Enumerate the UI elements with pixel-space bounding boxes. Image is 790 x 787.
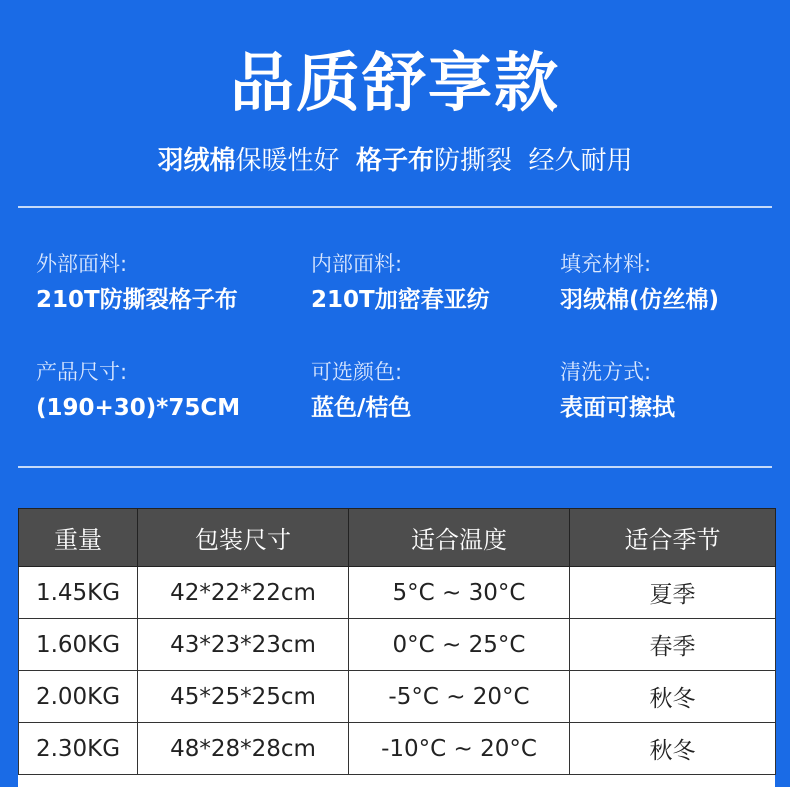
subtitle-part: 保暖性好 [235, 146, 356, 176]
spec-value: (190+30)*75CM [36, 395, 241, 422]
subtitle-part: 防撕裂 经久耐用 [434, 146, 633, 176]
column-header-package-size: 包装尺寸 [138, 509, 349, 567]
spec-table-container [18, 508, 775, 787]
column-header-season: 适合季节 [570, 509, 776, 567]
table-cell: 秋冬 [570, 671, 776, 723]
table-cell: 1.45KG [19, 567, 138, 619]
table-cell: 5°C ~ 30°C [349, 567, 570, 619]
subtitle-part: 羽绒棉 [157, 146, 236, 176]
table-cell: 秋冬 [570, 723, 776, 775]
table-cell: 2.30KG [19, 723, 138, 775]
table-cell: 春季 [570, 619, 776, 671]
table-cell: -10°C ~ 20°C [349, 723, 570, 775]
spec-label: 内部面料: [311, 252, 403, 276]
column-header-weight: 重量 [19, 509, 138, 567]
subtitle [0, 146, 790, 177]
spec-value: 210T加密春亚纺 [311, 287, 490, 314]
table-cell: 0°C ~ 25°C [349, 619, 570, 671]
table-cell: 45*25*25cm [138, 671, 349, 723]
spec-outer-fabric [36, 252, 238, 315]
table-cell: 42*22*22cm [138, 567, 349, 619]
spec-washing [560, 360, 675, 423]
spec-table [18, 508, 776, 775]
spec-label: 可选颜色: [311, 360, 403, 384]
table-cell: 48*28*28cm [138, 723, 349, 775]
table-cell: 夏季 [570, 567, 776, 619]
divider [18, 206, 772, 208]
subtitle-part: 格子布 [356, 146, 435, 176]
table-row [19, 671, 776, 723]
spec-label: 产品尺寸: [36, 360, 128, 384]
table-header-row [19, 509, 776, 567]
spec-value: 表面可擦拭 [560, 395, 675, 422]
spec-label: 填充材料: [560, 252, 652, 276]
spec-value: 210T防撕裂格子布 [36, 287, 238, 314]
spec-inner-fabric [311, 252, 490, 315]
spec-size [36, 360, 240, 423]
table-row [19, 723, 776, 775]
spec-value: 羽绒棉(仿丝棉) [560, 287, 720, 314]
spec-filling [560, 252, 719, 315]
table-cell: 1.60KG [19, 619, 138, 671]
table-row [19, 567, 776, 619]
page-title: 品质舒享款 [230, 47, 560, 121]
spec-colors [311, 360, 411, 423]
table-row [19, 619, 776, 671]
column-header-temperature: 适合温度 [349, 509, 570, 567]
spec-label: 外部面料: [36, 252, 128, 276]
divider [18, 466, 772, 468]
table-cell: 2.00KG [19, 671, 138, 723]
table-cell: 43*23*23cm [138, 619, 349, 671]
spec-label: 清洗方式: [560, 360, 652, 384]
spec-value: 蓝色/桔色 [311, 395, 412, 422]
table-cell: -5°C ~ 20°C [349, 671, 570, 723]
